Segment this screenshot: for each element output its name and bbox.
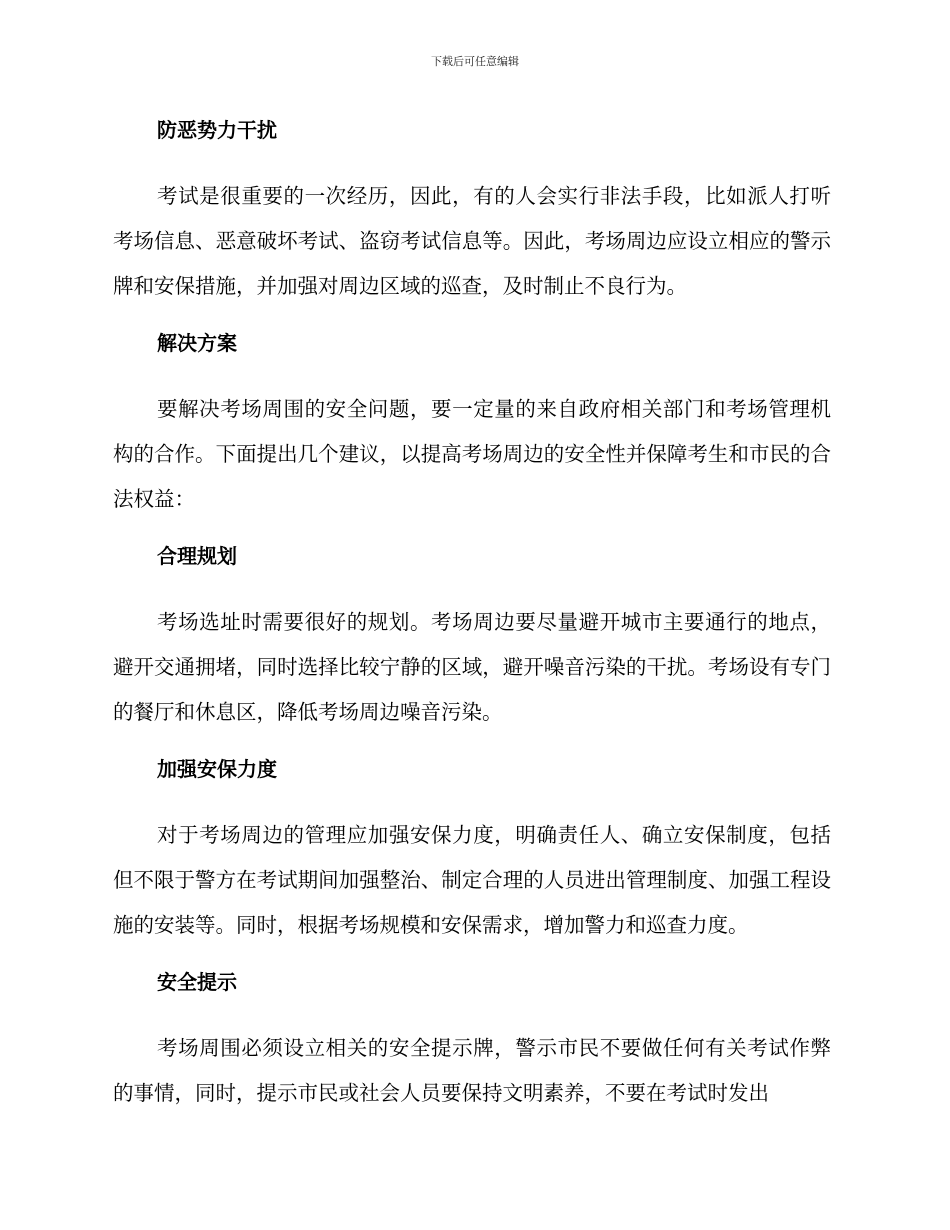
section-heading-solution: 解决方案 bbox=[157, 331, 237, 355]
section-paragraph-solution: 要解决考场周围的安全问题，要一定量的来自政府相关部门和考场管理机构的合作。下面提出几个建议，以提高考场周边的安全性并保障考生和市民的合法权益： bbox=[113, 397, 831, 511]
section-paragraph-safety-tips: 考场周围必须设立相关的安全提示牌，警示市民不要做任何有关考试作弊的事情，同时，提示市民或社会人员要保持文明素养，不要在考试时发出 bbox=[113, 1036, 831, 1105]
section-paragraph-security: 对于考场周边的管理应加强安保力度，明确责任人、确立安保制度，包括但不限于警方在考试期间加强整治、制定合理的人员进出管理制度、加强工程设施的安装等。同时，根据考场规模和安保需求，增加警力和巡查力度。 bbox=[113, 823, 831, 937]
section-paragraph-interference: 考试是很重要的一次经历，因此，有的人会实行非法手段，比如派人打听考场信息、恶意破坏考试、盗窃考试信息等。因此，考场周边应设立相应的警示牌和安保措施，并加强对周边区域的巡查，及时制止不良行为。 bbox=[113, 184, 831, 298]
section-heading-interference: 防恶势力干扰 bbox=[157, 118, 277, 142]
section-heading-safety-tips: 安全提示 bbox=[157, 970, 237, 994]
section-paragraph-planning: 考场选址时需要很好的规划。考场周边要尽量避开城市主要通行的地点，避开交通拥堵，同时选择比较宁静的区域，避开噪音污染的干扰。考场设有专门的餐厅和休息区，降低考场周边噪音污染。 bbox=[113, 610, 831, 724]
document-body bbox=[113, 108, 831, 1128]
page-header-note: 下载后可任意编辑 bbox=[431, 55, 519, 68]
section-heading-planning: 合理规划 bbox=[157, 544, 237, 568]
section-heading-security: 加强安保力度 bbox=[157, 757, 277, 781]
